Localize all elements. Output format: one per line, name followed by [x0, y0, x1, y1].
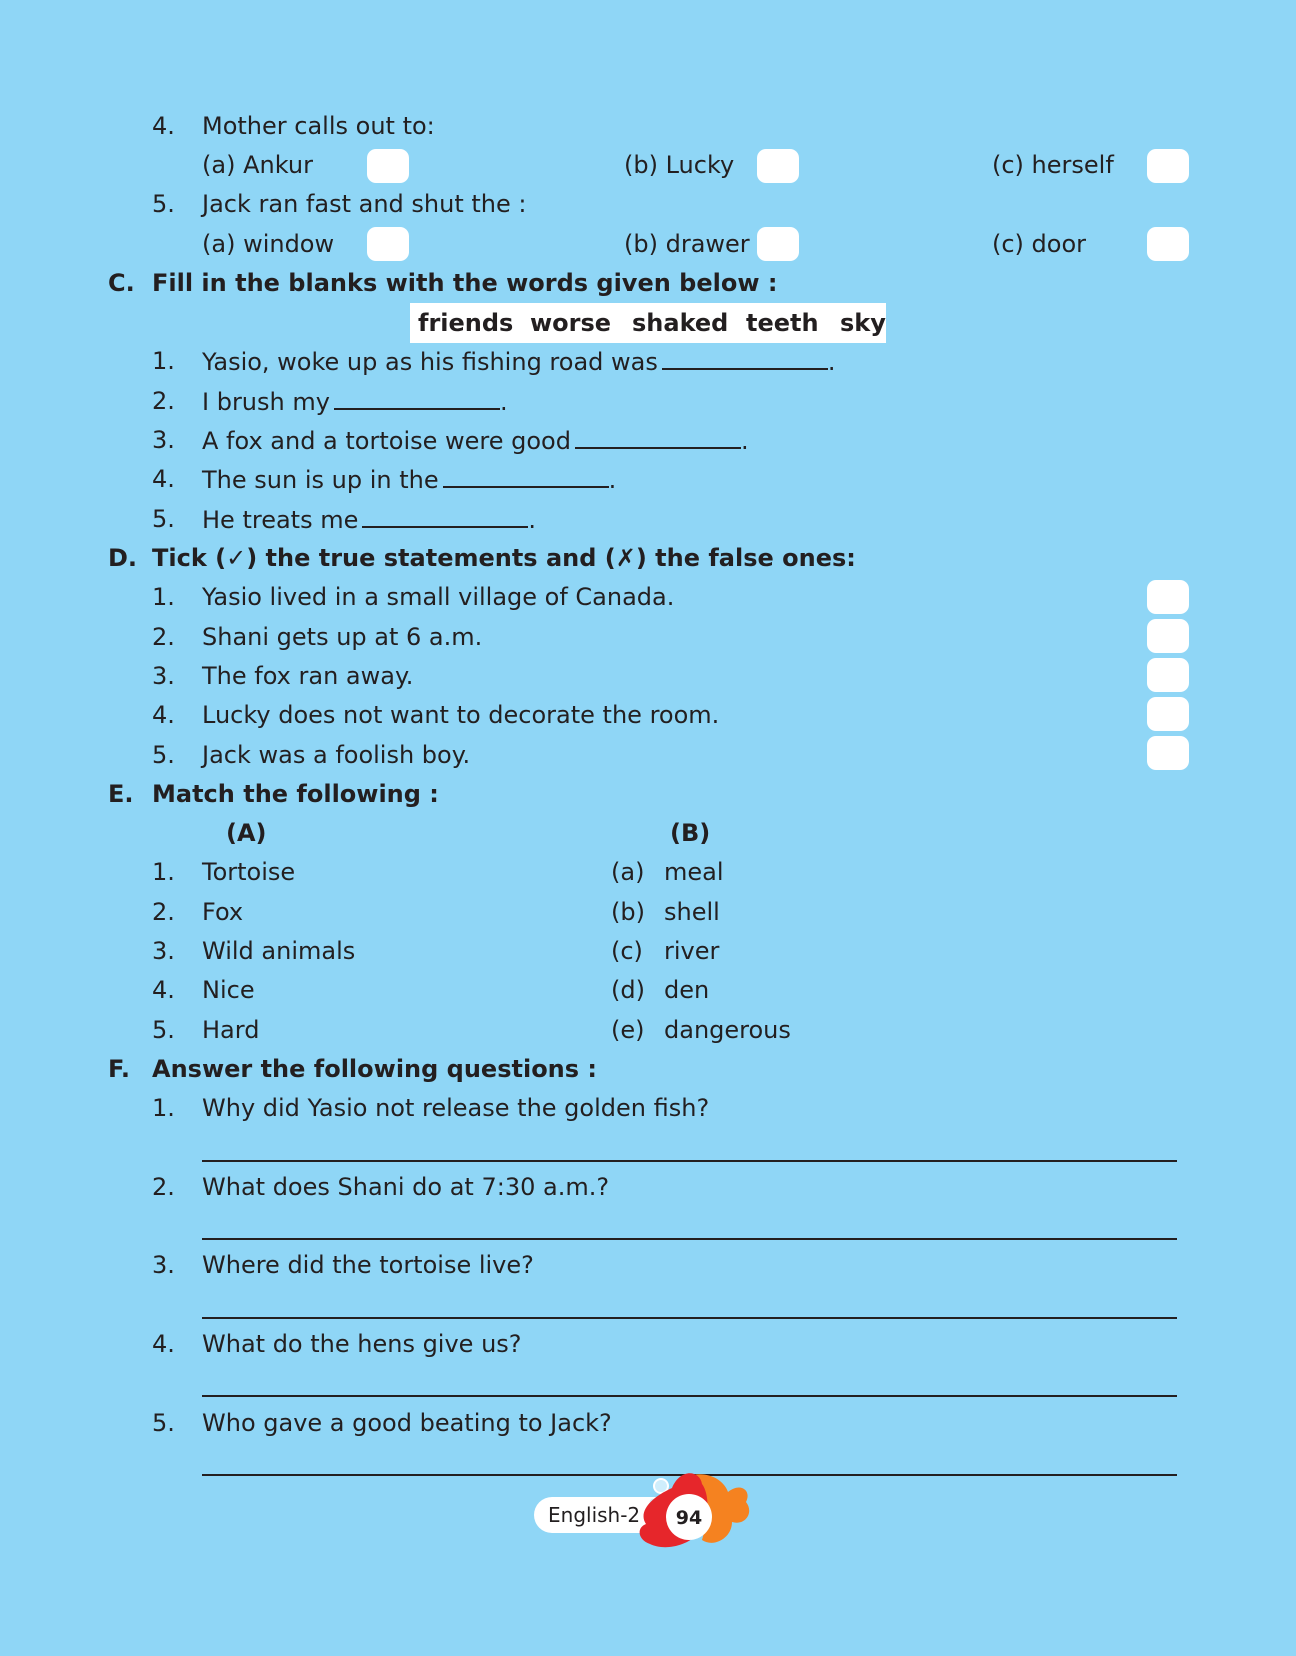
match-item-a: Fox	[202, 898, 244, 926]
question-text: Jack ran fast and shut the :	[202, 190, 527, 218]
match-item-b: dangerous	[664, 1016, 791, 1044]
match-item-a: Nice	[202, 976, 255, 1004]
question-number: 1.	[152, 583, 175, 611]
question-number: 4.	[152, 112, 175, 140]
section-heading: Match the following :	[152, 780, 439, 808]
answer-checkbox[interactable]	[757, 149, 799, 183]
question-number: 5.	[152, 190, 175, 218]
page-number: 94	[675, 1507, 703, 1529]
answer-checkbox[interactable]	[1147, 227, 1189, 261]
section-letter: D.	[108, 544, 138, 572]
match-label-b: (e)	[611, 1016, 645, 1044]
answer-checkbox[interactable]	[1147, 149, 1189, 183]
statement-text: Shani gets up at 6 a.m.	[202, 623, 483, 651]
match-item-b: river	[664, 937, 720, 965]
match-item-b: shell	[664, 898, 720, 926]
answer-line[interactable]	[202, 1160, 1177, 1162]
word-bank-word: worse	[530, 309, 612, 337]
match-item-b: meal	[664, 858, 724, 886]
question-number: 1.	[152, 347, 175, 375]
word-bank-word: sky	[840, 309, 886, 337]
answer-checkbox[interactable]	[757, 227, 799, 261]
match-item-a: Tortoise	[202, 858, 296, 886]
fill-blank-text: He treats me	[202, 506, 359, 534]
question-number: 2.	[152, 898, 175, 926]
tick-box[interactable]	[1147, 658, 1189, 692]
question-number: 5.	[152, 741, 175, 769]
match-label-b: (b)	[611, 898, 645, 926]
tick-box[interactable]	[1147, 736, 1189, 770]
question-number: 2.	[152, 1173, 175, 1201]
statement-text: Jack was a foolish boy.	[202, 741, 471, 769]
question-number: 1.	[152, 1094, 175, 1122]
option-b: (b) Lucky	[624, 151, 735, 179]
question-number: 3.	[152, 662, 175, 690]
tick-box[interactable]	[1147, 619, 1189, 653]
section-heading: Fill in the blanks with the words given below :	[152, 269, 778, 297]
word-bank	[410, 303, 886, 343]
section-letter: C.	[108, 269, 135, 297]
question-text: What does Shani do at 7:30 a.m.?	[202, 1173, 610, 1201]
answer-line[interactable]	[202, 1238, 1177, 1240]
fill-blank-end: .	[528, 506, 536, 534]
option-c: (c) herself	[992, 151, 1114, 179]
match-item-b: den	[664, 976, 710, 1004]
question-text: What do the hens give us?	[202, 1330, 522, 1358]
question-number: 5.	[152, 1409, 175, 1437]
question-number: 5.	[152, 505, 175, 533]
fill-blank-item	[202, 346, 836, 377]
question-number: 4.	[152, 1330, 175, 1358]
question-number: 2.	[152, 387, 175, 415]
fill-blank-end: .	[608, 466, 617, 494]
fill-blank-item	[202, 504, 536, 535]
match-item-a: Wild animals	[202, 937, 356, 965]
answer-checkbox[interactable]	[367, 227, 409, 261]
question-number: 3.	[152, 426, 175, 454]
blank-field[interactable]	[334, 386, 500, 410]
tick-box[interactable]	[1147, 580, 1189, 614]
match-label-b: (d)	[611, 976, 645, 1004]
section-heading: Answer the following questions :	[152, 1055, 598, 1083]
statement-text: Yasio lived in a small village of Canada.	[202, 583, 675, 611]
statement-text: Lucky does not want to decorate the room.	[202, 701, 720, 729]
fill-blank-item	[202, 464, 616, 495]
blank-field[interactable]	[575, 425, 741, 449]
answer-checkbox[interactable]	[367, 149, 409, 183]
blank-field[interactable]	[443, 464, 609, 488]
fill-blank-text: Yasio, woke up as his fishing road was	[202, 348, 658, 376]
statement-text: The fox ran away.	[202, 662, 414, 690]
fill-blank-text: I brush my	[202, 388, 330, 416]
option-b: (b) drawer	[624, 230, 750, 258]
word-bank-word: friends	[418, 309, 514, 337]
tick-box[interactable]	[1147, 697, 1189, 731]
option-a: (a) window	[202, 230, 335, 258]
column-a-header: (A)	[226, 819, 267, 847]
option-a: (a) Ankur	[202, 151, 313, 179]
question-number: 4.	[152, 976, 175, 1004]
question-number: 3.	[152, 937, 175, 965]
match-label-b: (a)	[611, 858, 645, 886]
fill-blank-end: .	[827, 348, 836, 376]
answer-line[interactable]	[202, 1317, 1177, 1319]
fill-blank-item	[202, 425, 749, 456]
question-number: 5.	[152, 1016, 175, 1044]
blank-field[interactable]	[362, 504, 528, 528]
bubble-icon	[654, 1479, 668, 1493]
question-number: 1.	[152, 858, 175, 886]
fill-blank-text: The sun is up in the	[202, 466, 439, 494]
match-label-b: (c)	[611, 937, 643, 965]
blank-field[interactable]	[662, 346, 828, 370]
column-b-header: (B)	[670, 819, 711, 847]
fill-blank-text: A fox and a tortoise were good	[202, 427, 571, 455]
section-letter: F.	[108, 1055, 130, 1083]
option-c: (c) door	[992, 230, 1087, 258]
fill-blank-end: .	[499, 388, 508, 416]
fill-blank-item	[202, 386, 508, 417]
question-text: Where did the tortoise live?	[202, 1251, 534, 1279]
question-text: Mother calls out to:	[202, 112, 435, 140]
question-number: 4.	[152, 465, 175, 493]
word-bank-word: shaked	[632, 309, 729, 337]
answer-line[interactable]	[202, 1395, 1177, 1397]
question-text: Why did Yasio not release the golden fish?	[202, 1094, 710, 1122]
question-number: 3.	[152, 1251, 175, 1279]
match-item-a: Hard	[202, 1016, 260, 1044]
section-letter: E.	[108, 780, 134, 808]
word-bank-word: teeth	[746, 309, 819, 337]
section-heading: Tick (✓) the true statements and (✗) the false ones:	[152, 544, 856, 572]
question-number: 2.	[152, 623, 175, 651]
question-text: Who gave a good beating to Jack?	[202, 1409, 612, 1437]
fill-blank-end: .	[740, 427, 749, 455]
book-title: English-2	[548, 1503, 641, 1527]
question-number: 4.	[152, 701, 175, 729]
